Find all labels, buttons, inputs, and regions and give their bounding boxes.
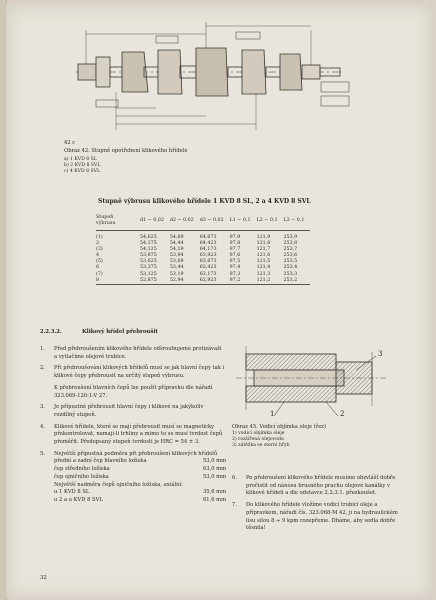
table-row <box>96 278 310 285</box>
table-cell: 253,7 <box>283 247 298 253</box>
table-cell: 97,3 <box>229 271 241 277</box>
measure-row: u 1 KVD 8 SL 35,6 mm <box>54 489 226 496</box>
figure-45-label-2: 2 <box>340 410 345 418</box>
table-cell: 121,4 <box>256 265 271 271</box>
table-cell: 97,8 <box>229 241 241 247</box>
list-item: 4. Klikové hřídele, které se mají přebrousit musí se magneticky překontrolovat, nemají-li trhliny a mimo to se musí tvrdost čepů přeměřit. Předepsaný stupeň tvrdosti je HRC = 54 ± 3. <box>40 423 223 446</box>
col-header-d1: d1 − 0,02 <box>140 215 170 231</box>
table-cell: 121,5 <box>256 259 271 265</box>
table-cell: 53,875 <box>140 253 157 259</box>
figure-42-crankshaft-drawing <box>56 12 356 137</box>
table-cell: 4 <box>96 253 100 259</box>
table-cell: 8 <box>96 277 100 283</box>
table-cell: 53,19 <box>169 271 184 277</box>
figure-42-legend-b: b) 2 KVD 8 SVL <box>64 163 101 168</box>
table-cell: 2 <box>96 241 100 247</box>
table-cell: 54,375 <box>140 241 157 247</box>
figure-45-label-3: 3 <box>378 350 383 358</box>
measure-row: čep středního ložiska 63,0 mm <box>54 466 226 473</box>
section-number: 2.2.3.2. <box>40 329 62 335</box>
left-column-text <box>40 346 226 505</box>
measures-list <box>40 458 226 504</box>
table-cell: 54,125 <box>140 247 157 253</box>
table-cell: 53,44 <box>169 265 184 271</box>
table-cell: 253,2 <box>283 277 298 283</box>
figure-45-label-1: 1 <box>270 410 275 418</box>
table-cell: 63,173 <box>199 271 217 277</box>
table-cell: 253,4 <box>283 265 298 271</box>
table-cell: 97,4 <box>229 265 241 271</box>
list-item: 3. Je přípustné přebrousit hlavní čepy i klikové na jakýkoliv rozdílný stupeň. <box>40 404 204 418</box>
table-cell: 53,125 <box>140 271 157 277</box>
table-cell: 253,9 <box>283 235 298 240</box>
grinding-stages-table <box>96 215 310 287</box>
table-cell: 54,44 <box>169 241 184 247</box>
table-cell: 97,9 <box>229 235 241 240</box>
table-cell: 97,6 <box>229 253 241 259</box>
table-cell: 64,673 <box>199 235 217 240</box>
table-cell: 63,423 <box>199 265 217 271</box>
table-cell: 253,6 <box>283 253 298 259</box>
table-cell: (3) <box>96 247 103 253</box>
table-cell: 121,9 <box>256 235 271 240</box>
table-cell: 97,2 <box>229 277 241 283</box>
figure-45-caption: Obraz 45. Vodicí objímka oleje (řez) <box>232 424 327 430</box>
col-header-d2: d2 − 0,02 <box>170 215 200 231</box>
table-cell: 121,7 <box>256 247 271 253</box>
list-item: 1. Před přebroušením klikového hřídele odšroubujeme protizávaží a vytlačíme olejové trubice. <box>40 346 222 360</box>
table-cell: 63,923 <box>199 253 217 259</box>
list-item: K přebroušení hlavních čepů lze použít přípravku dle nářadí 323.069-120:1-V 27. <box>54 384 213 399</box>
table-cell: 97,5 <box>229 259 241 265</box>
figure-45-legend-3: 3) zátěžka se sterní hřyb <box>232 443 290 449</box>
table-cell: 53,625 <box>140 259 157 265</box>
table-cell: 53,69 <box>169 259 184 265</box>
list-item: 7. Do klikového hřídele vložíme vodicí trubici oleje a přípravkem, nářadí čís. 323.068-M 42, ji na hydraulickém lisu silou 8 ÷ 9 kpm rozepřeme. Dbáme, aby sedla dobře těsnila! <box>232 502 398 532</box>
list-item: 6. Po přebroušení klikového hřídele musíme obzvlášť dobře pročistit od nánosu brusného prachu olejové kanálky v klikové hřídeli a dle odstavce 2.2.3.1. přezkoušet. <box>232 475 396 497</box>
list-item: 5. Největší přípustná podměra při přebroušení klikových hřídelů <box>40 450 218 457</box>
table-cell: 54,69 <box>169 235 184 240</box>
figure-42-legend-c: c) 4 KVD 8 SVL <box>64 169 100 174</box>
col-header-l3: L3 − 0,1 <box>284 215 311 231</box>
table-row <box>96 231 310 242</box>
table-cell: 52,94 <box>169 277 184 283</box>
section-title: Klikový hřídel přebroušit <box>82 329 158 335</box>
figure-42-number: 42 c <box>64 140 76 146</box>
measure-row: Největší nadměra čepů ojničního ložiska, axiální: <box>54 481 183 488</box>
table-cell: 97,7 <box>229 247 241 253</box>
figure-42-caption: Obraz 42. Stupně opotřebení klikového hřídele <box>64 148 188 154</box>
figure-42-legend-a: a) 1 KVD 8 SL <box>64 157 97 162</box>
measure-row: přední a zadní čep hlavního ložiska 53,0 mm <box>54 458 226 465</box>
col-header-stage: Stupeň výbrusu <box>96 215 140 231</box>
figure-45-legend-2: 2) rozšířená olejovodu <box>232 437 284 443</box>
table-cell: (5) <box>96 259 103 265</box>
col-header-l1: L1 − 0,1 <box>230 215 257 231</box>
figure-45-caption-block <box>232 424 402 449</box>
table-cell: 253,8 <box>283 241 298 247</box>
table-cell: (7) <box>96 271 103 277</box>
table-cell: 64,423 <box>199 241 217 247</box>
right-column-text <box>232 475 408 537</box>
table-cell: 53,375 <box>140 265 157 271</box>
table-cell: 253,5 <box>283 259 298 265</box>
table-cell: 54,19 <box>169 247 184 253</box>
table-cell: 121,8 <box>256 241 271 247</box>
table-cell: 62,923 <box>199 277 217 283</box>
col-header-l2: L2 − 0,1 <box>257 215 284 231</box>
table-cell: 54,625 <box>140 235 157 240</box>
table-cell: 253,3 <box>283 271 298 277</box>
table-cell: (1) <box>96 235 103 240</box>
table-cell: 121,2 <box>256 277 271 283</box>
measure-row: u 2 a u KVD 8 SVL 61,6 mm <box>54 496 226 503</box>
table-cell: 6 <box>96 265 100 271</box>
table-cell: 64,173 <box>199 247 217 253</box>
table-cell: 52,875 <box>140 277 157 283</box>
table-cell: 121,3 <box>256 271 271 277</box>
list-item: 2. Při přebroušování klikových hřídelů musí se jak hlavní čepy tak i klikové čepy přebrousit na určitý stupeň výbrusu. <box>40 365 225 380</box>
table-cell: 63,673 <box>199 259 217 265</box>
table-cell: 121,6 <box>256 253 271 259</box>
page-number: 32 <box>40 575 47 581</box>
col-header-d3: d3 − 0,02 <box>200 215 230 231</box>
figure-45-legend-1: 1) vodicí objímka oleje <box>232 431 285 437</box>
figure-45-oil-sleeve-drawing <box>226 340 396 418</box>
measure-row: čep ojničního ložiska 53,0 mm <box>54 473 226 480</box>
table-title: Stupně výbrusu klikového hřídele 1 KVD 8 SL, 2 a 4 KVD 8 SVL <box>98 198 311 205</box>
table-cell: 53,94 <box>169 253 184 259</box>
